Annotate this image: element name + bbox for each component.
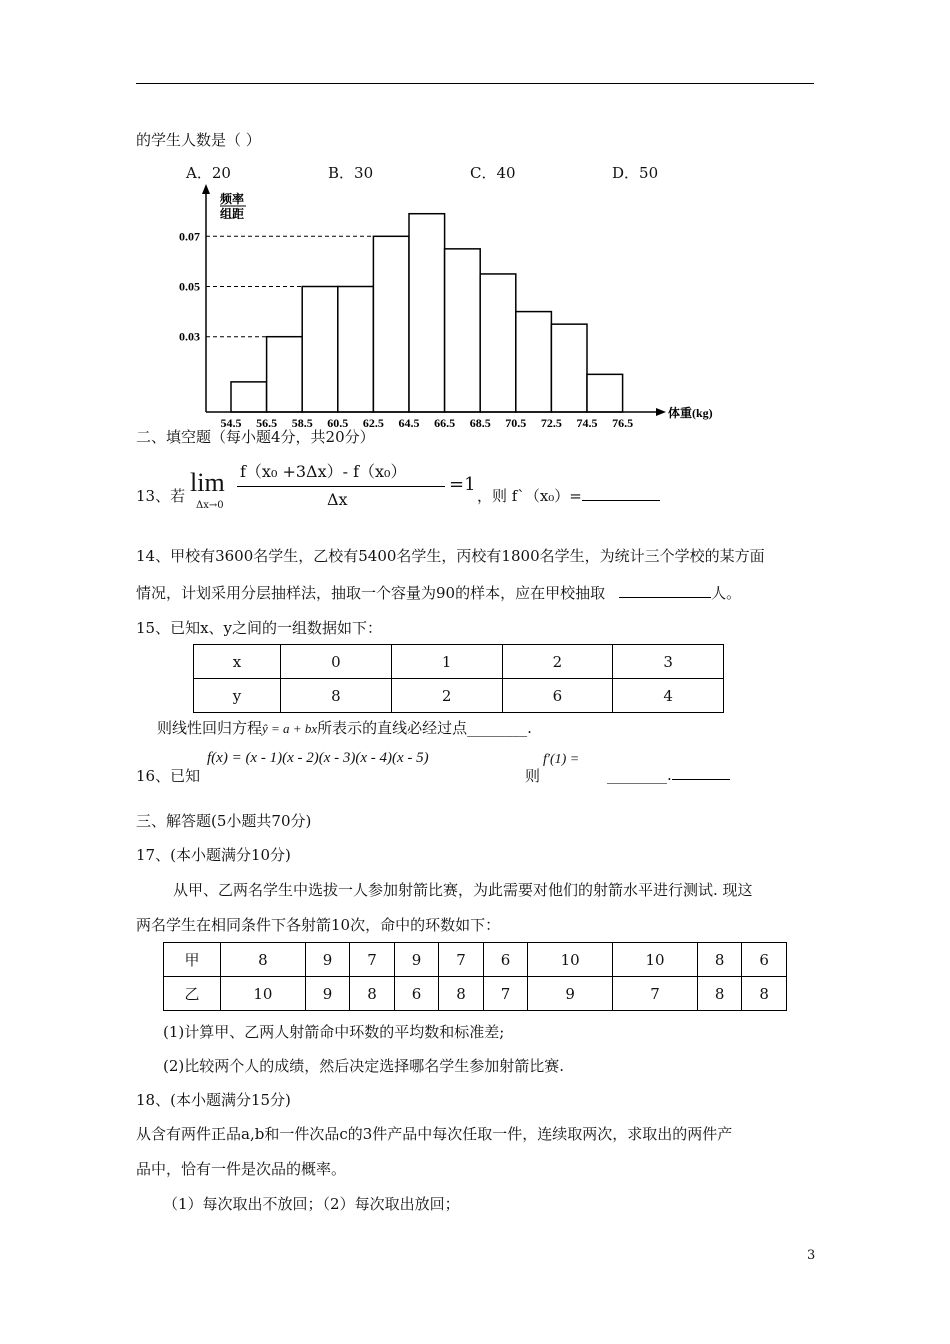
y-axis-label-top: 频率	[220, 192, 245, 206]
q15-conclusion-b: 所表示的直线必经过点________.	[317, 719, 532, 737]
q12-option-c: C．40	[470, 164, 516, 182]
q18-line1: 从含有两件正品a,b和一件次品c的3件产品中每次任取一件，连续取两次，求取出的两件产	[136, 1125, 733, 1143]
histogram-bar	[516, 312, 552, 412]
histogram-bar	[231, 382, 267, 412]
table-cell: 7	[350, 943, 395, 977]
histogram-bar	[480, 274, 516, 412]
x-axis-label: 体重(kg)	[668, 406, 713, 420]
histogram-bar	[373, 236, 409, 412]
q17-sub1: (1)计算甲、乙两人射箭命中环数的平均数和标准差;	[163, 1023, 505, 1041]
x-tick-label: 56.5	[256, 416, 278, 430]
q16-tail: ________.	[607, 766, 672, 784]
table-cell: 6	[742, 943, 787, 977]
q13-prefix: 13、若	[136, 487, 186, 505]
table-cell: 1	[391, 645, 502, 679]
q15-intro: 15、已知x、y之间的一组数据如下：	[136, 619, 383, 637]
q14-answer-blank	[619, 583, 711, 598]
q14-line1: 14、甲校有3600名学生，乙校有5400名学生，丙校有1800名学生，为统计三个学校的某方面	[136, 547, 765, 565]
table-cell: 9	[305, 943, 350, 977]
table-cell: 7	[439, 943, 484, 977]
table-row	[164, 977, 787, 1011]
q15-conclusion-a: 则线性回归方程	[157, 719, 263, 737]
table-cell: 8	[697, 943, 742, 977]
section3-title: 三、解答题(5小题共70分)	[136, 812, 312, 830]
q14-line2: 情况，计划采用分层抽样法，抽取一个容量为90的样本，应在甲校抽取	[136, 584, 606, 602]
y-axis-arrow	[202, 184, 210, 194]
table-cell: 甲	[164, 943, 221, 977]
q18-line2: 品中，恰有一件是次品的概率。	[136, 1160, 347, 1178]
x-tick-label: 58.5	[291, 416, 313, 430]
q13-answer-blank	[582, 486, 660, 501]
table-cell: 0	[281, 645, 392, 679]
q16-prefix: 16、已知	[136, 767, 201, 785]
histogram-bar	[587, 374, 623, 412]
q17-line2: 两名学生在相同条件下各射箭10次，命中的环数如下：	[136, 916, 501, 934]
q16-tail-wrap	[607, 765, 730, 784]
histogram-bar	[551, 324, 587, 412]
table-cell: 8	[742, 977, 787, 1011]
table-cell: x	[194, 645, 281, 679]
table-cell: 4	[613, 679, 724, 713]
q13-lim: lim	[190, 468, 225, 497]
q13-equals: =1	[449, 474, 476, 495]
table-cell: y	[194, 679, 281, 713]
x-tick-label: 66.5	[434, 416, 456, 430]
q16-formula2: f′(1) =	[543, 752, 580, 767]
q15-conclusion	[157, 717, 532, 738]
histogram-bar	[445, 249, 481, 412]
x-tick-label: 76.5	[612, 416, 634, 430]
q17-table	[163, 942, 787, 1011]
table-cell: 10	[221, 977, 306, 1011]
table-cell: 8	[697, 977, 742, 1011]
table-cell: 2	[502, 645, 613, 679]
table-cell: 6	[502, 679, 613, 713]
q13-suffix: ，则 f`（x₀）=	[477, 487, 582, 505]
table-row	[194, 679, 724, 713]
table-cell: 8	[221, 943, 306, 977]
q13-lim-sub: Δx→0	[196, 500, 224, 511]
y-axis-label-bottom: 组距	[220, 207, 245, 221]
table-cell: 8	[350, 977, 395, 1011]
histogram-bar	[267, 337, 303, 412]
q12-option-b: B．30	[328, 164, 374, 182]
x-tick-label: 72.5	[540, 416, 562, 430]
x-tick-label: 60.5	[327, 416, 349, 430]
q16-answer-blank	[672, 765, 730, 780]
table-cell: 9	[528, 977, 613, 1011]
y-tick-label: 0.05	[179, 279, 200, 294]
histogram-bar	[338, 287, 374, 413]
q15-formula: ŷ = a + bx	[262, 721, 318, 736]
x-tick-label: 54.5	[220, 416, 242, 430]
q15-table	[193, 644, 724, 713]
x-tick-label: 70.5	[505, 416, 527, 430]
q13-denominator: Δx	[327, 490, 348, 509]
histogram-bar	[302, 287, 338, 413]
q17-header: 17、(本小题满分10分)	[136, 846, 291, 864]
q18-header: 18、(本小题满分15分)	[136, 1091, 291, 1109]
q13-numerator: f（x₀ +3Δx）- f（x₀）	[240, 462, 407, 481]
q16-formula: f(x) = (x - 1)(x - 2)(x - 3)(x - 4)(x - 5)	[207, 750, 429, 766]
table-cell: 9	[305, 977, 350, 1011]
table-cell: 2	[391, 679, 502, 713]
table-cell: 乙	[164, 977, 221, 1011]
section2-title: 二、填空题（每小题4分，共20分）	[136, 428, 375, 446]
y-tick-label: 0.07	[179, 229, 200, 244]
q14-line2-wrap	[136, 582, 741, 603]
page-number: 3	[807, 1248, 816, 1263]
q12-tail: 的学生人数是（ ）	[136, 131, 261, 149]
q17-sub2: (2)比较两个人的成绩，然后决定选择哪名学生参加射箭比赛.	[163, 1057, 565, 1075]
q16-then: 则	[525, 767, 541, 785]
x-tick-label: 64.5	[398, 416, 420, 430]
histogram-bar	[409, 214, 445, 412]
table-cell: 3	[613, 645, 724, 679]
table-cell: 7	[483, 977, 528, 1011]
x-tick-label: 74.5	[576, 416, 598, 430]
table-row	[164, 943, 787, 977]
q17-line1: 从甲、乙两名学生中选拔一人参加射箭比赛，为此需要对他们的射箭水平进行测试. 现这	[173, 881, 753, 899]
q12-option-d: D．50	[612, 164, 659, 182]
table-row	[194, 645, 724, 679]
table-cell: 10	[613, 943, 698, 977]
table-cell: 7	[613, 977, 698, 1011]
q12-option-a: A．20	[186, 164, 231, 182]
y-tick-label: 0.03	[179, 329, 200, 344]
table-cell: 6	[483, 943, 528, 977]
weight-histogram	[0, 0, 950, 440]
x-axis-arrow	[656, 408, 666, 416]
q14-tail: 人。	[711, 584, 742, 602]
table-cell: 8	[281, 679, 392, 713]
table-cell: 9	[394, 943, 439, 977]
table-cell: 6	[394, 977, 439, 1011]
q13-suffix-line	[477, 485, 660, 506]
table-cell: 8	[439, 977, 484, 1011]
table-cell: 10	[528, 943, 613, 977]
x-tick-label: 62.5	[362, 416, 384, 430]
q18-sub: （1）每次取出不放回；（2）每次取出放回；	[163, 1195, 460, 1213]
q13-fraction-bar	[237, 486, 445, 487]
x-tick-label: 68.5	[469, 416, 491, 430]
